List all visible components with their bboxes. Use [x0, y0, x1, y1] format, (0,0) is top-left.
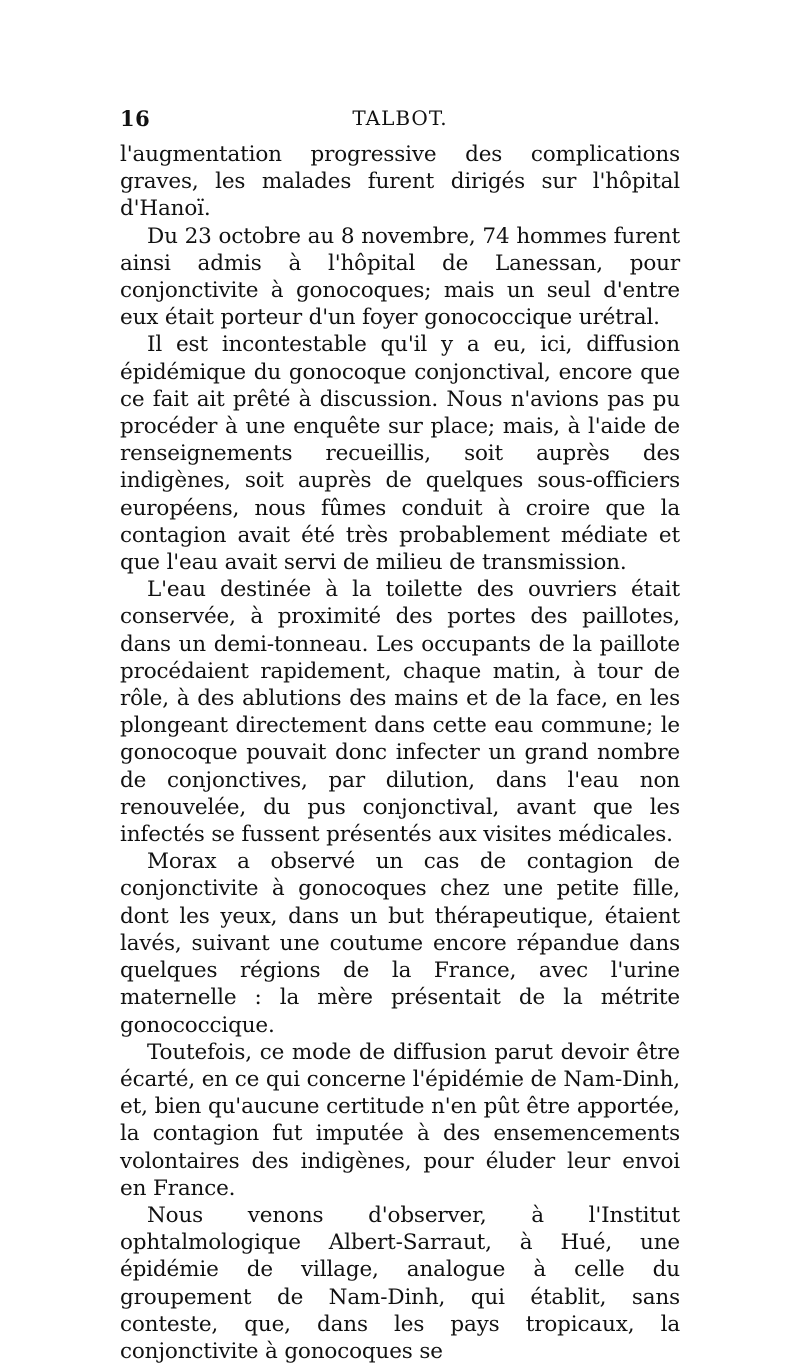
paragraph: L'eau destinée à la toilette des ouvriers était conservée, à proximité des portes des paillotes, dans un demi-tonneau. Les occupants de la paillote procédaient rapidement, chaque matin, à tour de rôle, à des ablutions des mains et de la face, en les plongeant directement dans cette eau commune; le gonocoque pouvait donc infecter un grand nombre de conjonctives, par dilution, dans l'eau non renouvelée, du pus conjonctival, avant que les infectés se fussent présentés aux visites médicales. [120, 577, 680, 848]
body-text [120, 141, 680, 1365]
paragraph: Nous venons d'observer, à l'Institut ophtalmologique Albert-Sarraut, à Hué, une épidémie de village, analogue à celle du groupement de Nam-Dinh, qui établit, sans conteste, que, dans les pays tropicaux, la conjonctivite à gonocoques se [120, 1202, 680, 1364]
paragraph: Il est incontestable qu'il y a eu, ici, diffusion épidémique du gonocoque conjonctival, encore que ce fait ait prêté à discussion. Nous n'avions pas pu procéder à une enquête sur place; mais, à l'aide de renseignements recueillis, soit auprès des indigènes, soit auprès de quelques sous-officiers européens, nous fûmes conduit à croire que la contagion avait été très probablement médiate et que l'eau avait servi de milieu de transmission. [120, 332, 680, 576]
paragraph: Toutefois, ce mode de diffusion parut devoir être écarté, en ce qui concerne l'épidémie de Nam-Dinh, et, bien qu'aucune certitude n'en pût être apportée, la contagion fut imputée à des ensemencements volontaires des indigènes, pour éluder leur envoi en France. [120, 1039, 680, 1201]
page-number: 16 [120, 106, 151, 131]
running-head [120, 106, 680, 136]
paragraph: Morax a observé un cas de contagion de conjonctivite à gonocoques chez une petite fille, dont les yeux, dans un but thérapeutique, étaient lavés, suivant une coutume encore répandue dans quelques régions de la France, avec l'urine maternelle : la mère présentait de la métrite gonococcique. [120, 849, 680, 1038]
running-title: TALBOT. [352, 106, 448, 130]
paragraph: Du 23 octobre au 8 novembre, 74 hommes furent ainsi admis à l'hôpital de Lanessan, pour conjonctivite à gonocoques; mais un seul d'entre eux était porteur d'un foyer gonococcique urétral. [120, 223, 680, 331]
paragraph-continuation: l'augmentation progressive des complications graves, les malades furent dirigés sur l'hôpital d'Hanoï. [120, 142, 680, 222]
